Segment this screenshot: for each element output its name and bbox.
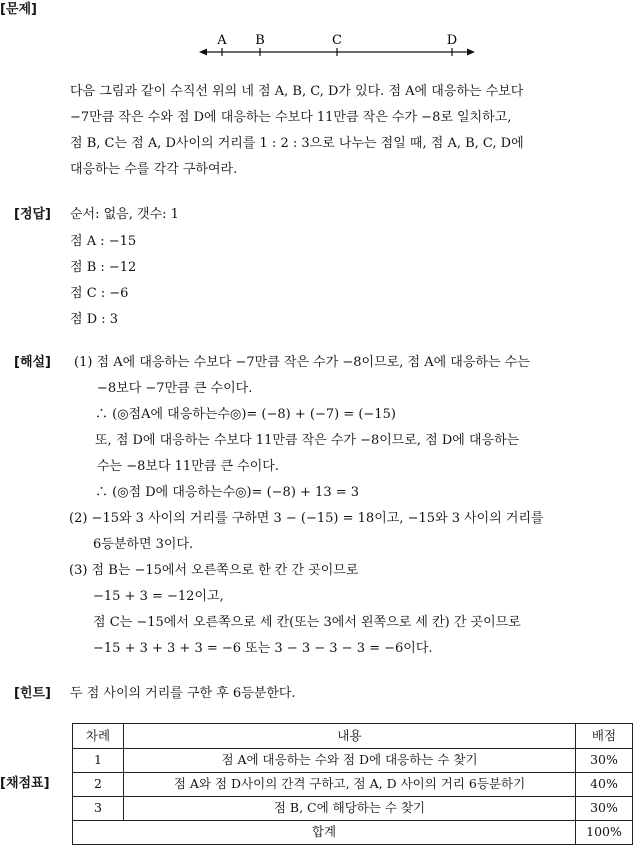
- explanation-line: −15 + 3 + 3 + 3 = −6 또는 3 − 3 − 3 − 3 = −6이다.: [93, 641, 433, 656]
- row-points: 30%: [576, 749, 633, 773]
- explanation-line: ∴ (◎점 D에 대응하는수◎)= (−8) + 13 = 3: [95, 485, 360, 500]
- table-row: [73, 773, 633, 797]
- problem-line-4: 대응하는 수를 각각 구하여라.: [70, 162, 238, 177]
- rubric-header: [채점표]: [0, 776, 50, 791]
- header-points: 배점: [576, 724, 633, 749]
- explanation-line: −8보다 −7만큼 큰 수이다.: [97, 381, 253, 396]
- table-total-row: [73, 821, 633, 845]
- row-order: 3: [73, 797, 124, 821]
- row-points: 40%: [576, 773, 633, 797]
- explanation-line: 6등분하면 3이다.: [93, 537, 194, 552]
- number-line-left-arrow: [199, 49, 207, 56]
- explanation-line: 수는 −8보다 11만큼 큰 수이다.: [97, 459, 279, 474]
- answer-item: 점 C : −6: [70, 286, 129, 301]
- total-label: 합계: [73, 821, 576, 845]
- problem-line-3: 점 B, C는 점 A, D사이의 거리를 1 : 2 : 3으로 나누는 점일 때, 점 A, B, C, D에: [70, 136, 524, 151]
- explanation-line: −15 + 3 = −12이고,: [93, 589, 224, 604]
- hint-header: [힌트]: [14, 686, 51, 701]
- table-row: [73, 797, 633, 821]
- problem-line-1: 다음 그림과 같이 수직선 위의 네 점 A, B, C, D가 있다. 점 A에 대응하는 수보다: [70, 84, 524, 99]
- row-order: 2: [73, 773, 124, 797]
- label-c: C: [332, 33, 342, 48]
- header-order: 차례: [73, 724, 124, 749]
- number-line: [197, 30, 477, 62]
- answer-header: [정답]: [14, 207, 51, 222]
- label-a: A: [217, 33, 227, 48]
- explanation-line: ∴ (◎점A에 대응하는수◎)= (−8) + (−7) = (−15): [95, 407, 396, 422]
- table-header-row: [73, 724, 633, 749]
- answer-item: 점 A : −15: [70, 234, 137, 249]
- answer-item: 점 D : 3: [70, 312, 119, 327]
- header-content: 내용: [124, 724, 576, 749]
- explanation-line: (3) 점 B는 −15에서 오른쪽으로 한 칸 간 곳이므로: [69, 563, 359, 578]
- explanation-line: 또, 점 D에 대응하는 수보다 11만큼 작은 수가 −8이므로, 점 D에 대응하는: [95, 433, 520, 448]
- row-content: 점 A와 점 D사이의 간격 구하고, 점 A, D 사이의 거리 6등분하기: [124, 773, 576, 797]
- total-value: 100%: [576, 821, 633, 845]
- problem-header: [문제]: [0, 2, 37, 17]
- row-order: 1: [73, 749, 124, 773]
- explanation-line: 점 C는 −15에서 오른쪽으로 세 칸(또는 3에서 왼쪽으로 세 칸) 간 곳이므로: [93, 615, 521, 630]
- rubric-table: [72, 723, 633, 845]
- hint-text: 두 점 사이의 거리를 구한 후 6등분한다.: [70, 686, 296, 701]
- label-d: D: [446, 33, 458, 48]
- table-row: [73, 749, 633, 773]
- explanation-line: (1) 점 A에 대응하는 수보다 −7만큼 작은 수가 −8이므로, 점 A에 대응하는 수는: [74, 355, 530, 370]
- answer-meta: 순서: 없음, 갯수: 1: [70, 207, 179, 222]
- explanation-line: (2) −15와 3 사이의 거리를 구하면 3 − (−15) = 18이고, −15와 3 사이의 거리를: [69, 511, 544, 526]
- row-content: 점 B, C에 해당하는 수 찾기: [124, 797, 576, 821]
- label-b: B: [255, 33, 265, 48]
- problem-line-2: −7만큼 작은 수와 점 D에 대응하는 수보다 11만큼 작은 수가 −8로 일치하고,: [70, 110, 512, 125]
- row-points: 30%: [576, 797, 633, 821]
- row-content: 점 A에 대응하는 수와 점 D에 대응하는 수 찾기: [124, 749, 576, 773]
- number-line-right-arrow: [467, 49, 475, 56]
- explanation-header: [해설]: [14, 355, 51, 370]
- answer-item: 점 B : −12: [70, 260, 137, 275]
